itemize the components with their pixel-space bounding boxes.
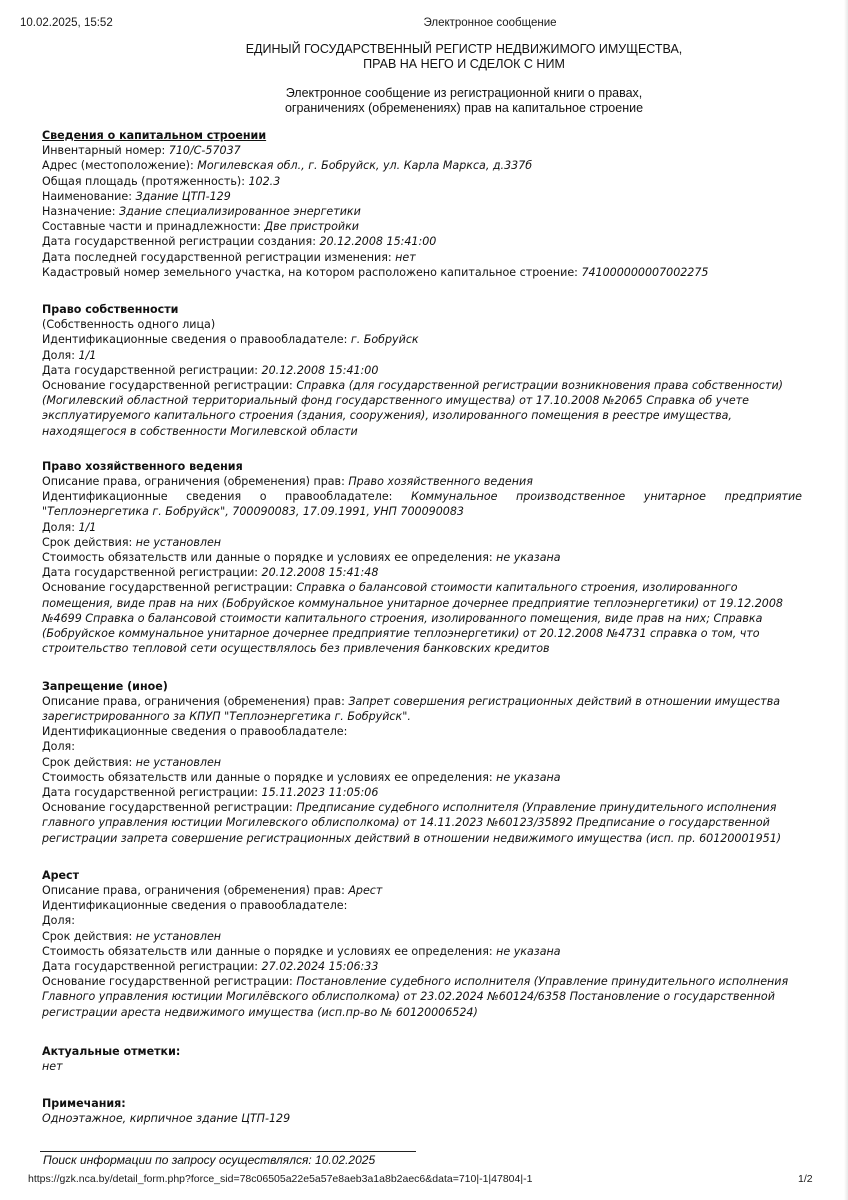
field-value: 102.3	[248, 174, 281, 188]
field-value: Право хозяйственного ведения	[348, 475, 533, 489]
field-row	[42, 959, 802, 974]
field-label: Описание права, ограничения (обременения) прав:	[42, 475, 349, 489]
print-header	[0, 17, 848, 33]
field-value: не указана	[496, 551, 561, 565]
arrest-section	[42, 868, 802, 1020]
field-row	[42, 929, 802, 944]
footer-divider	[40, 1151, 416, 1152]
search-date-note: Поиск информации по запросу осуществлялся: 10.02.2025	[43, 1153, 376, 1167]
field-label: Основание государственной регистрации:	[42, 581, 297, 595]
current-marks-value: нет	[42, 1059, 63, 1073]
field-value: нет	[395, 250, 416, 264]
notes-value: Одноэтажное, кирпичное здание ЦТП-129	[42, 1112, 291, 1126]
print-datetime: 10.02.2025, 15:52	[20, 17, 113, 29]
field-value: Предписание судебного исполнителя (Управление принудительного исполнения главного управления юстиции Могилевского облисполкома) от 14.11.2023 №60123/35892 Предписание о государственной регистрации запрета совершение регистрационных действий в отношении недвижимого имущества (исп. пр. 60120001951)	[42, 801, 782, 845]
section-title: Примечания:	[42, 1097, 126, 1111]
field-label: Общая площадь (протяженность):	[42, 174, 249, 188]
field-value: г. Бобруйск	[350, 333, 419, 347]
notes-section	[42, 1096, 802, 1126]
field-row	[42, 143, 802, 158]
field-label: Идентификационные сведения о правообладателе:	[42, 899, 348, 913]
field-row	[42, 250, 802, 265]
field-label: Наименование:	[42, 189, 136, 203]
document-header	[0, 42, 848, 116]
field-value: Здание специализированное энергетики	[119, 205, 361, 219]
section-title: Право собственности	[42, 303, 179, 317]
field-value: Справка о балансовой стоимости капитального строения, изолированного помещения, виде прав на них (Бобруйское коммунальное унитарное дочернее предприятие теплоэнергетики) от 19.12.2008 №4699 Справка о балансовой стоимости капитального строения, изолированного помещения, виде прав на них; Справка (Бобруйское коммунальное унитарное дочернее предприятие теплоэнергетики) от 20.12.2008 №4731 справка о том, что строительство тепловой сети осуществлялось без привлечения банковских кредитов	[42, 581, 783, 656]
field-value: Постановление судебного исполнителя (Управление принудительного исполнения Главного управления юстиции Могилёвского облисполкома) от 23.02.2024 №60124/6358 Постановление о государственной регистрации ареста недвижимого имущества (исп.пр-во № 60120006524)	[42, 975, 789, 1019]
field-label: Доля:	[42, 348, 79, 362]
section-title: Актуальные отметки:	[42, 1044, 181, 1058]
field-label: Основание государственной регистрации:	[42, 801, 297, 815]
field-row	[42, 174, 802, 189]
document-body	[42, 128, 802, 1127]
field-label: Дата государственной регистрации:	[42, 785, 262, 799]
field-value: 1/1	[78, 520, 97, 534]
field-row	[42, 204, 802, 219]
field-value: Могилевская обл., г. Бобруйск, ул. Карла Маркса, д.337б	[197, 159, 533, 173]
section-title: Сведения о капитальном строении	[42, 129, 267, 142]
ownership-section	[42, 302, 802, 439]
field-row	[42, 974, 802, 1020]
field-row	[42, 883, 802, 898]
field-row	[42, 898, 802, 913]
field-label: Основание государственной регистрации:	[42, 379, 297, 393]
registry-title	[80, 42, 848, 72]
field-row	[42, 535, 802, 550]
field-value: 20.12.2008 15:41:48	[261, 566, 379, 580]
field-row	[42, 158, 802, 173]
field-label: Дата государственной регистрации:	[42, 566, 262, 580]
field-label: Инвентарный номер:	[42, 144, 169, 158]
prohibition-fields	[42, 694, 802, 846]
registry-title-line-1: ЕДИНЫЙ ГОСУДАРСТВЕННЫЙ РЕГИСТР НЕДВИЖИМОГО ИМУЩЕСТВА,	[245, 42, 683, 56]
field-value: Две пристройки	[264, 220, 359, 234]
field-value: 1/1	[78, 348, 97, 362]
field-row	[42, 694, 802, 724]
field-label: Стоимость обязательств или данные о порядке и условиях ее определения:	[42, 770, 497, 784]
field-label: Кадастровый номер земельного участка, на котором расположено капитальное строение:	[42, 265, 582, 279]
field-value: 710/С-57037	[168, 144, 241, 158]
field-row	[42, 770, 802, 785]
field-label: Идентификационные сведения о правообладателе:	[42, 725, 348, 739]
page-number: 1/2	[798, 1173, 813, 1185]
prohibition-section	[42, 679, 802, 846]
ownership-fields	[42, 332, 802, 438]
field-value: Здание ЦТП-129	[135, 189, 231, 203]
economic-right-section	[42, 459, 802, 657]
field-row	[42, 474, 802, 489]
field-row	[42, 520, 802, 535]
field-label: Дата государственной регистрации:	[42, 363, 262, 377]
field-label: Описание права, ограничения (обременения) прав:	[42, 883, 349, 897]
field-label: Стоимость обязательств или данные о порядке и условиях ее определения:	[42, 551, 497, 565]
field-row	[42, 219, 802, 234]
field-label: Доля:	[42, 914, 75, 928]
field-value: 20.12.2008 15:41:00	[319, 235, 437, 249]
field-row	[42, 348, 802, 363]
field-row	[42, 580, 802, 656]
field-label: Срок действия:	[42, 535, 136, 549]
economic-right-fields	[42, 474, 802, 656]
registry-title-line-2: ПРАВ НА НЕГО И СДЕЛОК С НИМ	[363, 57, 565, 71]
field-value: 15.11.2023 11:05:06	[261, 785, 379, 799]
section-title: Запрещение (иное)	[42, 679, 168, 693]
field-row	[42, 565, 802, 580]
field-label: Доля:	[42, 740, 75, 754]
field-row	[42, 363, 802, 378]
field-value: 20.12.2008 15:41:00	[261, 363, 379, 377]
field-value: не указана	[496, 944, 561, 958]
building-section	[42, 128, 802, 280]
subtitle-line-2: ограничениях (обременениях) прав на капитальное строение	[284, 101, 644, 115]
field-label: Описание права, ограничения (обременения) прав:	[42, 694, 349, 708]
field-label: Адрес (местоположение):	[42, 159, 198, 173]
field-row	[42, 332, 802, 347]
field-label: Составные части и принадлежности:	[42, 220, 265, 234]
field-row	[42, 800, 802, 846]
section-title: Право хозяйственного ведения	[42, 459, 243, 473]
field-row	[42, 189, 802, 204]
scan-edge	[844, 0, 848, 1200]
field-label: Назначение:	[42, 205, 120, 219]
field-row	[42, 944, 802, 959]
field-label: Дата последней государственной регистрации изменения:	[42, 250, 396, 264]
field-row	[42, 234, 802, 249]
field-value: не указана	[496, 770, 561, 784]
field-label: Идентификационные сведения о правообладателе:	[42, 333, 351, 347]
field-label: Дата государственной регистрации:	[42, 959, 262, 973]
field-label: Идентификационные сведения о правообладателе:	[42, 490, 411, 504]
field-row	[42, 739, 802, 754]
field-value: не установлен	[135, 929, 222, 943]
subtitle-line-1: Электронное сообщение из регистрационной книги о правах,	[285, 86, 643, 100]
field-row	[42, 265, 802, 280]
field-row	[42, 913, 802, 928]
field-value: Справка (для государственной регистрации возникновения права собственности) (Могилевский областной территориальный фонд государственного имущества) от 17.10.2008 №2065 Справка об учете эксплуатируемого капитального строения (здания, сооружения), изолированного помещения в реестре имущества, находящегося в собственности Могилевской области	[42, 379, 784, 438]
field-row	[42, 755, 802, 770]
field-label: Стоимость обязательств или данные о порядке и условиях ее определения:	[42, 944, 497, 958]
print-title: Электронное сообщение	[423, 17, 557, 29]
section-title: Арест	[42, 868, 80, 882]
field-label: Дата государственной регистрации создания:	[42, 235, 320, 249]
current-marks-section	[42, 1044, 802, 1074]
document-subtitle	[80, 86, 848, 116]
page-url[interactable]: https://gzk.nca.by/detail_form.php?force_sid=78c06505a22e5a57e8aeb3a1a8b2aec6&data=710|-1|47804|-1	[28, 1173, 533, 1185]
field-label: Срок действия:	[42, 755, 136, 769]
field-value: Коммунальное производственное унитарное предприятие "Теплоэнергетика г. Бобруйск", 700090083, 17.09.1991, УНП 700090083	[42, 490, 802, 519]
field-row	[42, 550, 802, 565]
field-value: 27.02.2024 15:06:33	[261, 959, 379, 973]
field-row	[42, 378, 802, 439]
field-row	[42, 785, 802, 800]
arrest-fields	[42, 883, 802, 1020]
field-label: Основание государственной регистрации:	[42, 975, 297, 989]
field-row	[42, 489, 802, 519]
ownership-kind: (Собственность одного лица)	[42, 318, 216, 332]
field-value: Запрет совершения регистрационных действий в отношении имущества зарегистрированного за КПУП "Теплоэнергетика г. Бобруйск".	[42, 694, 781, 723]
field-row	[42, 724, 802, 739]
field-value: Арест	[348, 883, 383, 897]
building-fields	[42, 143, 802, 280]
field-value: не установлен	[135, 535, 222, 549]
field-label: Срок действия:	[42, 929, 136, 943]
field-value: не установлен	[135, 755, 222, 769]
field-value: 741000000007002275	[581, 265, 709, 279]
field-label: Доля:	[42, 520, 79, 534]
